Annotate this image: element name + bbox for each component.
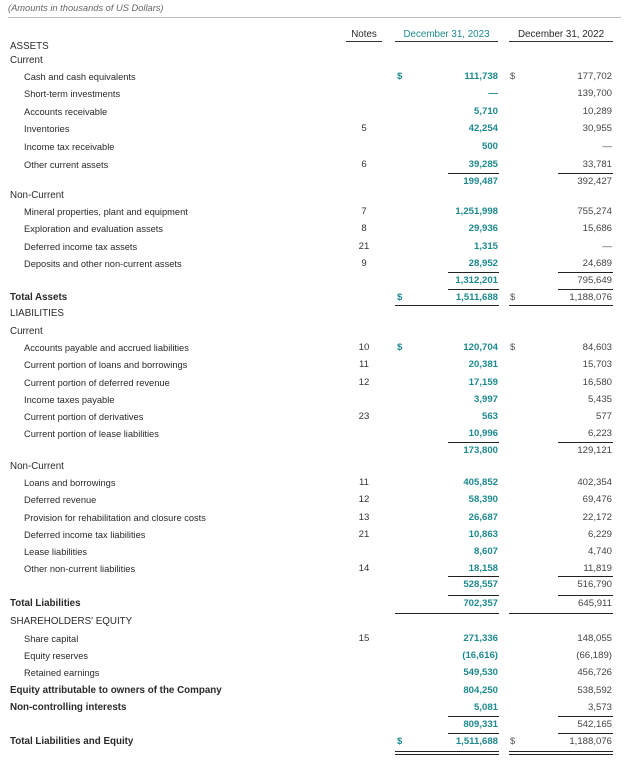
rule-line <box>448 272 499 273</box>
row-label: Loans and borrowings <box>24 478 116 488</box>
table-row <box>0 358 625 372</box>
value-2023: — <box>488 88 498 99</box>
value-2023: 10,863 <box>468 529 498 540</box>
value-2023: 804,250 <box>463 685 498 696</box>
row-label: Share capital <box>24 634 79 644</box>
rule-line <box>558 289 613 290</box>
row-label: Non-controlling interests <box>10 702 127 713</box>
value-2022: 84,603 <box>582 342 612 353</box>
row-label: Accounts receivable <box>24 107 108 117</box>
row-label: LIABILITIES <box>10 308 64 319</box>
value-2023: 1,312,201 <box>455 275 498 286</box>
table-row <box>0 615 625 629</box>
row-label: Current portion of lease liabilities <box>24 429 159 439</box>
rule-line <box>558 595 613 596</box>
table-row <box>0 257 625 271</box>
table-row <box>0 427 625 441</box>
value-2022: 542,165 <box>577 719 612 730</box>
row-label: Accounts payable and accrued liabilities <box>24 343 189 353</box>
note-ref: 8 <box>361 223 367 234</box>
value-2023: 120,704 <box>463 342 498 353</box>
currency-symbol: $ <box>397 292 403 303</box>
note-ref: 11 <box>359 477 369 488</box>
value-2022: 33,781 <box>582 159 612 170</box>
table-row <box>0 87 625 101</box>
value-2023: 549,530 <box>463 667 498 678</box>
value-2023: 29,936 <box>468 223 498 234</box>
value-2023: 26,687 <box>468 512 498 523</box>
row-label: Total Liabilities and Equity <box>10 736 134 747</box>
note-ref: 12 <box>358 494 370 505</box>
table-row <box>0 562 625 576</box>
rule-line <box>395 754 499 755</box>
table-row <box>0 222 625 236</box>
row-label: Cash and cash equivalents <box>24 72 136 82</box>
value-2022: 11,819 <box>583 563 612 574</box>
value-2022: 645,911 <box>578 598 612 609</box>
row-label: Exploration and evaluation assets <box>24 224 164 234</box>
value-2022: 30,955 <box>582 123 612 134</box>
value-2023: 405,852 <box>463 477 498 488</box>
subtotal-row <box>0 444 625 458</box>
value-2022: 24,689 <box>582 258 612 269</box>
current-year-column-header: December 31, 2023 <box>395 28 498 42</box>
row-label: Total Assets <box>10 292 68 303</box>
row-label: Non-Current <box>10 190 64 201</box>
row-label: Deposits and other non-current assets <box>24 259 182 269</box>
subtotal-row <box>0 578 625 592</box>
note-ref: 23 <box>358 411 370 422</box>
value-2022: 10,289 <box>582 106 612 117</box>
rule-line <box>509 751 613 752</box>
note-ref: 5 <box>361 123 367 134</box>
row-label: Current portion of loans and borrowings <box>24 360 188 370</box>
table-row <box>0 684 625 698</box>
note-ref: 12 <box>358 377 370 388</box>
value-2022: 177,702 <box>577 71 612 82</box>
value-2022: (66,189) <box>576 650 612 661</box>
table-row <box>0 666 625 680</box>
prior-year-column-header: December 31, 2022 <box>509 28 613 42</box>
value-2022: 6,229 <box>587 529 612 540</box>
value-2022: 402,354 <box>577 477 612 488</box>
value-2023: 18,158 <box>468 563 498 574</box>
row-label: Income tax receivable <box>24 142 115 152</box>
row-label: Non-Current <box>10 461 64 472</box>
value-2022: 15,686 <box>582 223 612 234</box>
row-label: Deferred revenue <box>24 495 97 505</box>
note-ref: 11 <box>359 359 369 370</box>
table-row <box>0 158 625 172</box>
rule-line <box>448 289 499 290</box>
note-ref: 15 <box>358 633 370 644</box>
value-2022: 516,790 <box>577 579 612 590</box>
table-row <box>0 460 625 474</box>
value-2023: 199,487 <box>463 176 498 187</box>
note-ref: 21 <box>358 529 370 540</box>
value-2023: 809,331 <box>463 719 498 730</box>
rule-line <box>558 716 613 717</box>
value-2022: 577 <box>595 411 612 422</box>
value-2022: 6,223 <box>587 428 612 439</box>
value-2022: 755,274 <box>577 206 612 217</box>
table-row <box>0 240 625 254</box>
value-2023: 39,285 <box>468 159 498 170</box>
rule-line <box>509 754 613 755</box>
table-row <box>0 140 625 154</box>
value-2022: 392,427 <box>577 176 612 187</box>
row-label: Equity reserves <box>24 651 89 661</box>
value-2022: 15,703 <box>582 359 612 370</box>
value-2023: 1,251,998 <box>455 206 498 217</box>
value-2023: 42,254 <box>468 123 498 134</box>
table-row <box>0 307 625 321</box>
value-2023: 500 <box>481 141 498 152</box>
subtotal-row <box>0 274 625 288</box>
table-row <box>0 205 625 219</box>
table-row <box>0 393 625 407</box>
rule-line <box>448 595 499 596</box>
rule-line <box>558 442 613 443</box>
row-label: Retained earnings <box>24 668 100 678</box>
value-2022: 4,740 <box>587 546 612 557</box>
rule-line <box>558 733 613 734</box>
table-row <box>0 325 625 339</box>
value-2023: 28,952 <box>468 258 498 269</box>
value-2023: 20,381 <box>468 359 498 370</box>
value-2022: 5,435 <box>587 394 612 405</box>
rule-line <box>448 716 499 717</box>
table-row <box>0 376 625 390</box>
value-2023: 5,710 <box>473 106 498 117</box>
value-2023: 271,336 <box>463 633 498 644</box>
value-2022: 129,121 <box>577 445 612 456</box>
table-row <box>0 597 625 611</box>
row-label: Total Liabilities <box>10 598 81 609</box>
currency-symbol: $ <box>510 736 516 747</box>
rule-line <box>448 576 499 577</box>
currency-symbol: $ <box>510 71 516 82</box>
row-label: ASSETS <box>10 41 49 52</box>
table-row <box>0 511 625 525</box>
row-label: Current portion of deferred revenue <box>24 378 170 388</box>
value-2022: 22,172 <box>582 512 612 523</box>
note-ref: 6 <box>361 159 367 170</box>
subtotal-row <box>0 718 625 732</box>
note-ref: 10 <box>358 342 370 353</box>
row-label: Equity attributable to owners of the Company <box>10 685 222 696</box>
value-2022: — <box>602 241 612 252</box>
value-2022: 1,188,076 <box>569 292 612 303</box>
value-2023: 10,996 <box>468 428 498 439</box>
value-2022: 456,726 <box>577 667 612 678</box>
value-2022: 69,476 <box>582 494 612 505</box>
value-2023: 1,315 <box>473 241 498 252</box>
table-row <box>0 40 625 54</box>
note-ref: 7 <box>361 206 367 217</box>
rule-line <box>558 173 613 174</box>
notes-column-header: Notes <box>346 28 382 42</box>
row-label: Current <box>10 55 43 66</box>
row-label: Deferred income tax assets <box>24 242 138 252</box>
note-ref: 13 <box>358 512 370 523</box>
currency-symbol: $ <box>510 342 516 353</box>
rule-line <box>448 442 499 443</box>
table-row <box>0 105 625 119</box>
rule-line <box>395 613 499 614</box>
rule-line <box>509 305 613 306</box>
rule-line <box>448 733 499 734</box>
row-label: Income taxes payable <box>24 395 115 405</box>
value-2023: 563 <box>481 411 498 422</box>
value-2022: — <box>602 141 612 152</box>
currency-symbol: $ <box>397 736 403 747</box>
note-ref: 9 <box>361 258 367 269</box>
value-2022: 148,055 <box>577 633 612 644</box>
table-row <box>0 341 625 355</box>
rule-line <box>558 576 613 577</box>
table-row <box>0 735 625 749</box>
rule-line <box>395 751 499 752</box>
table-row <box>0 476 625 490</box>
value-2023: 702,357 <box>463 598 498 609</box>
value-2023: (16,616) <box>462 650 498 661</box>
subtotal-row <box>0 175 625 189</box>
note-ref: 14 <box>358 563 370 574</box>
rule-line <box>448 173 499 174</box>
row-label: Deferred income tax liabilities <box>24 530 146 540</box>
value-2023: 17,159 <box>468 377 498 388</box>
rule-line <box>558 272 613 273</box>
row-label: Lease liabilities <box>24 547 88 557</box>
value-2022: 139,700 <box>577 88 612 99</box>
table-row <box>0 291 625 305</box>
value-2023: 8,607 <box>473 546 498 557</box>
table-row <box>0 54 625 68</box>
value-2022: 16,580 <box>582 377 612 388</box>
value-2023: 1,511,688 <box>455 736 498 747</box>
row-label: Inventories <box>24 124 70 134</box>
row-label: Short-term investments <box>24 89 121 99</box>
value-2022: 1,188,076 <box>569 736 612 747</box>
value-2022: 3,573 <box>587 702 612 713</box>
row-label: Provision for rehabilitation and closure costs <box>24 513 206 523</box>
value-2023: 5,081 <box>473 702 498 713</box>
value-2023: 528,557 <box>463 579 498 590</box>
row-label: Current <box>10 326 43 337</box>
row-label: Other non-current liabilities <box>24 564 136 574</box>
value-2023: 173,800 <box>463 445 498 456</box>
table-row <box>0 649 625 663</box>
currency-symbol: $ <box>510 292 516 303</box>
table-row <box>0 189 625 203</box>
row-label: SHAREHOLDERS' EQUITY <box>10 616 133 627</box>
table-row <box>0 528 625 542</box>
value-2022: 538,592 <box>577 685 612 696</box>
rule-line <box>395 305 499 306</box>
row-label: Mineral properties, plant and equipment <box>24 207 188 217</box>
table-row <box>0 545 625 559</box>
table-row <box>0 493 625 507</box>
table-row <box>0 632 625 646</box>
table-row <box>0 701 625 715</box>
value-2023: 111,738 <box>464 71 498 82</box>
unit-note: (Amounts in thousands of US Dollars) <box>8 3 621 18</box>
value-2023: 58,390 <box>468 494 498 505</box>
value-2023: 3,997 <box>473 394 498 405</box>
rule-line <box>509 613 613 614</box>
value-2023: 1,511,688 <box>455 292 498 303</box>
currency-symbol: $ <box>397 71 403 82</box>
table-row <box>0 70 625 84</box>
table-row <box>0 122 625 136</box>
row-label: Other current assets <box>24 160 109 170</box>
table-row <box>0 410 625 424</box>
note-ref: 21 <box>358 241 370 252</box>
currency-symbol: $ <box>397 342 403 353</box>
value-2022: 795,649 <box>577 275 612 286</box>
row-label: Current portion of derivatives <box>24 412 144 422</box>
